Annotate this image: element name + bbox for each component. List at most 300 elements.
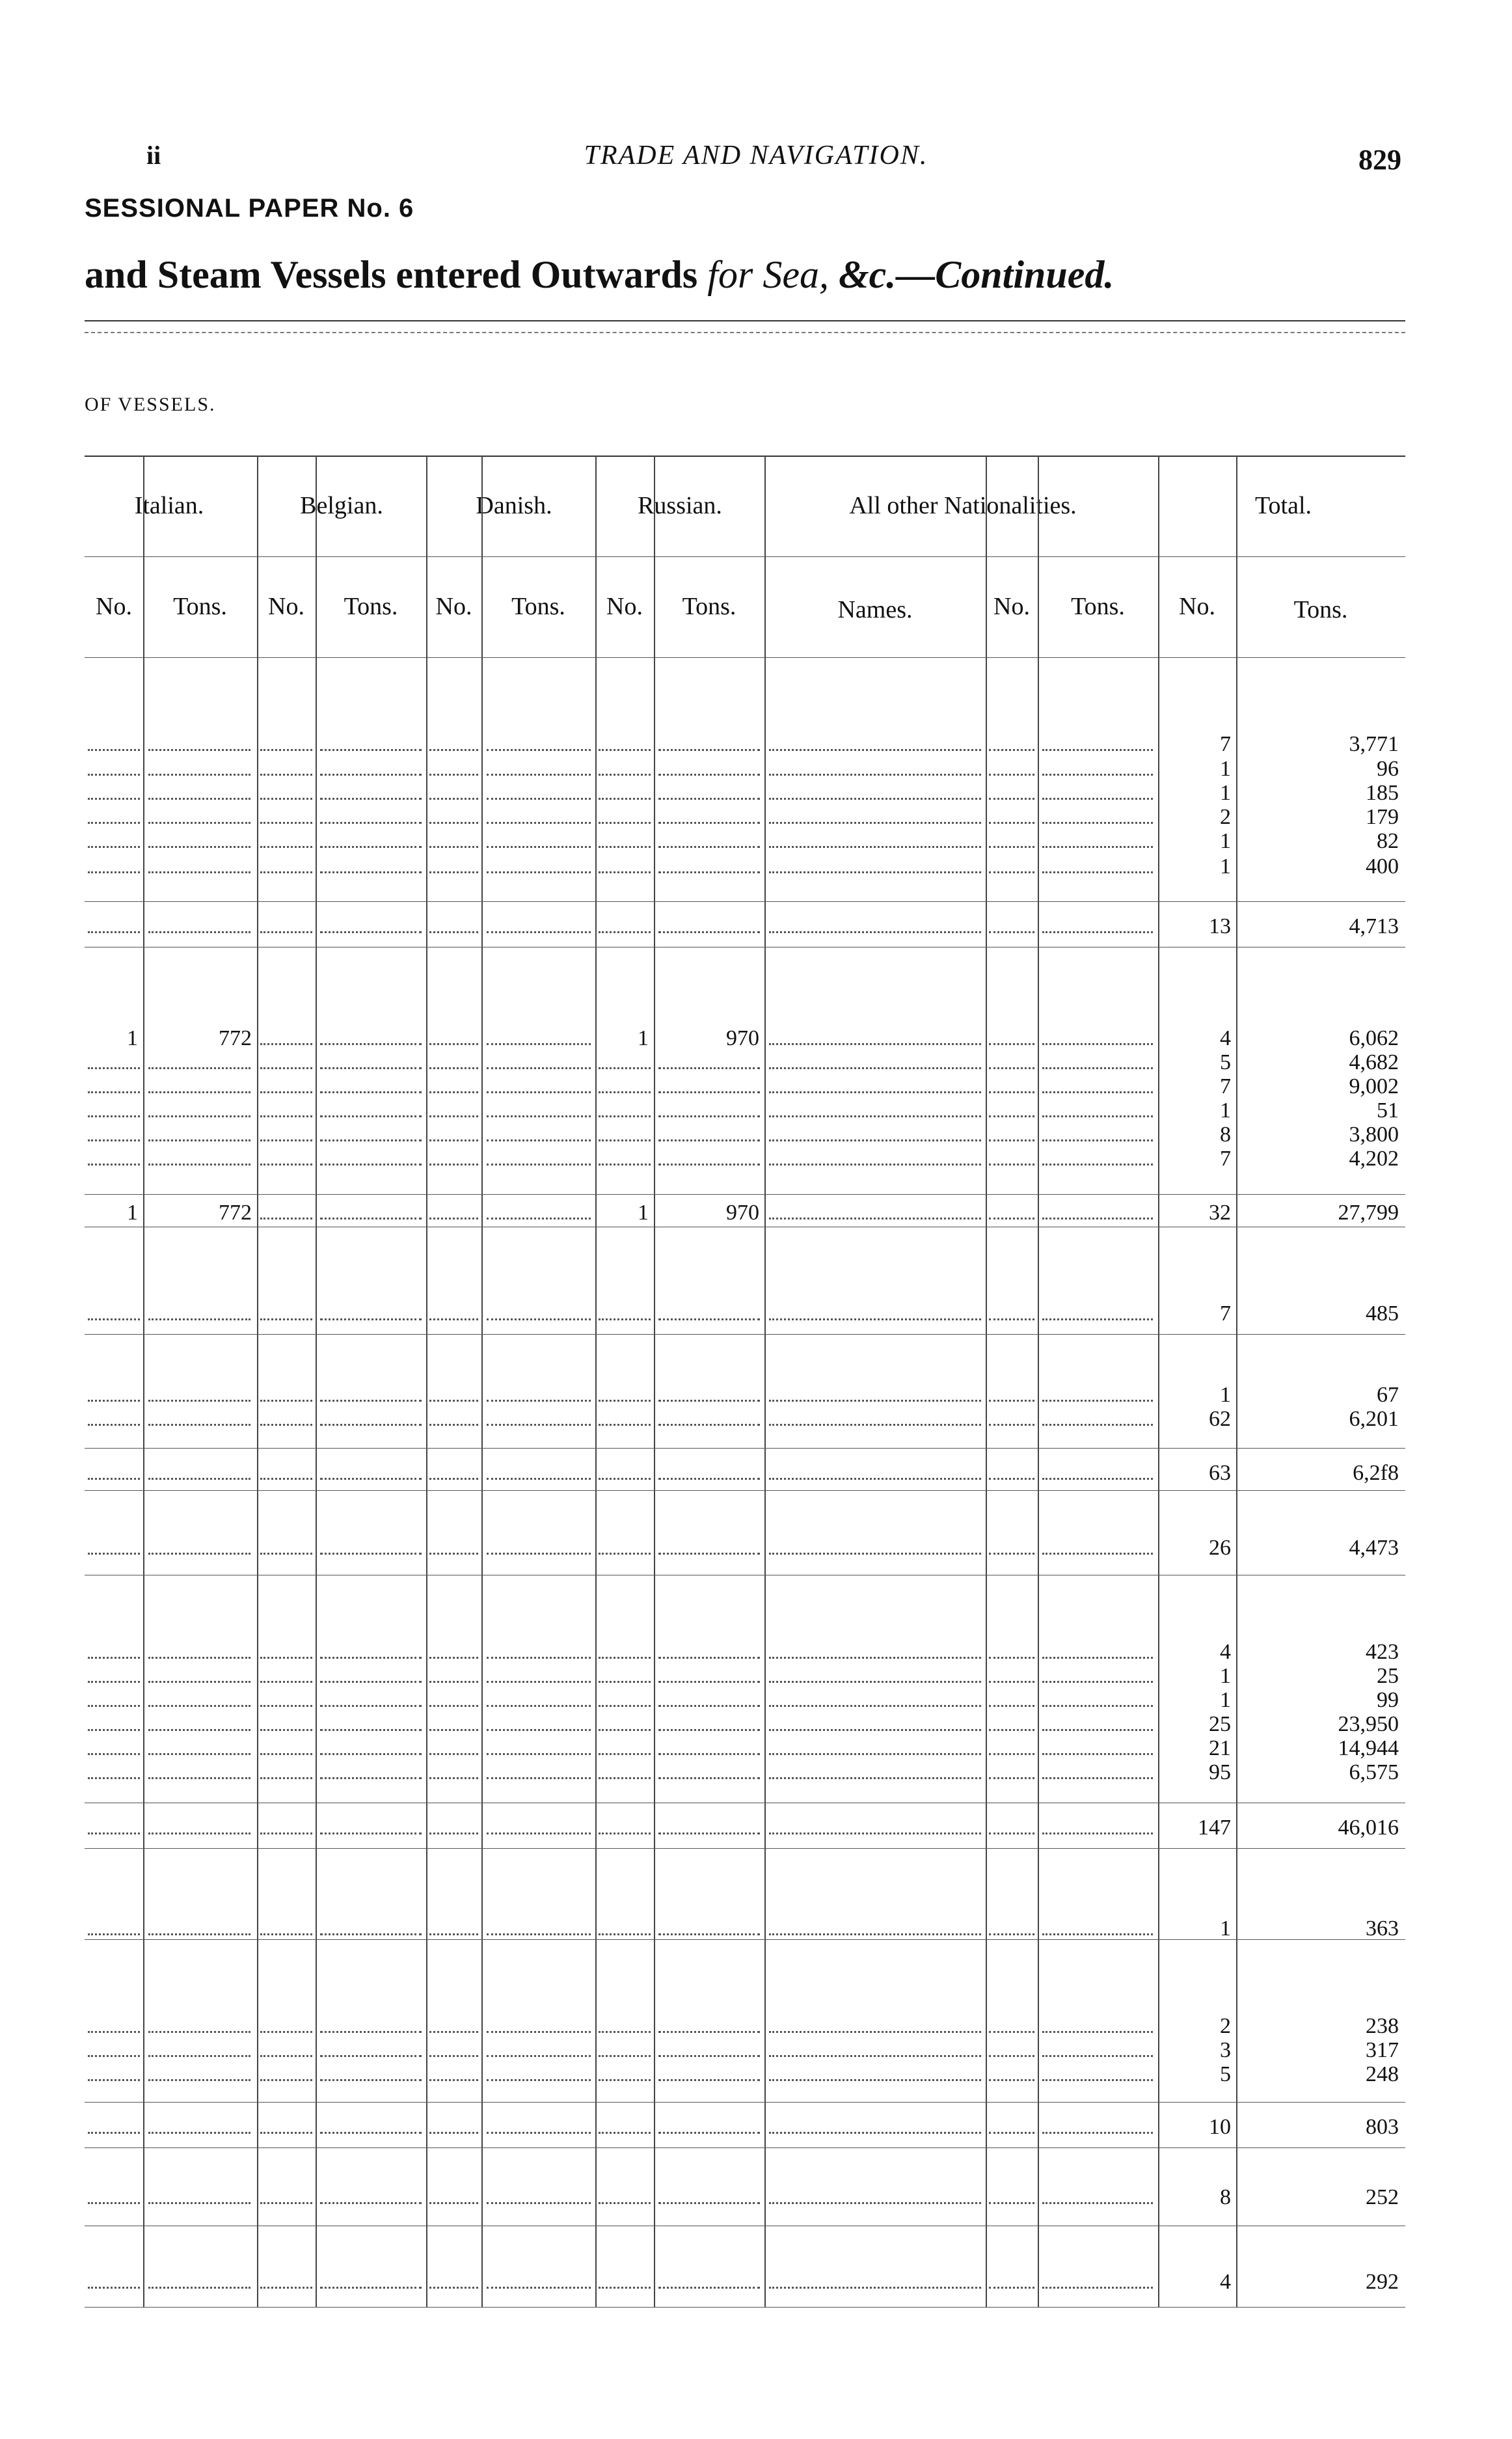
leader-dots bbox=[88, 1115, 140, 1117]
leader-dots bbox=[989, 846, 1034, 848]
total-no-cell: 13 bbox=[1209, 914, 1231, 938]
leader-dots bbox=[260, 1139, 312, 1141]
leader-dots bbox=[320, 798, 422, 800]
leader-dots bbox=[260, 1681, 312, 1683]
leader-dots bbox=[260, 1833, 312, 1834]
leader-dots bbox=[989, 1091, 1034, 1093]
leader-dots bbox=[989, 822, 1034, 824]
total-tons-cell: 46,016 bbox=[1338, 1816, 1399, 1840]
col-danish-no: No. bbox=[435, 593, 472, 620]
leader-dots bbox=[1042, 2287, 1153, 2289]
leader-dots bbox=[658, 1478, 760, 1480]
leader-dots bbox=[599, 846, 651, 848]
leader-dots bbox=[989, 2202, 1034, 2204]
column-divider bbox=[426, 456, 427, 2307]
leader-dots bbox=[989, 1753, 1034, 1755]
col-belgian-no: No. bbox=[268, 593, 304, 620]
leader-dots bbox=[260, 1043, 312, 1045]
leader-dots bbox=[429, 1553, 478, 1555]
leader-dots bbox=[599, 2287, 651, 2289]
leader-dots bbox=[658, 1424, 760, 1426]
col-belgian-tons: Tons. bbox=[344, 593, 398, 620]
leader-dots bbox=[429, 1139, 478, 1141]
leader-dots bbox=[769, 1115, 981, 1117]
total-no-cell: 7 bbox=[1220, 1301, 1231, 1326]
leader-dots bbox=[487, 1657, 591, 1659]
leader-dots bbox=[429, 1164, 478, 1165]
leader-dots bbox=[769, 2079, 981, 2081]
leader-dots bbox=[148, 1777, 250, 1779]
total-no-cell: 32 bbox=[1209, 1201, 1231, 1225]
leader-dots bbox=[1042, 846, 1153, 848]
leader-dots bbox=[429, 1833, 478, 1834]
leader-dots bbox=[260, 1318, 312, 1320]
leader-dots bbox=[429, 2055, 478, 2057]
total-no-cell: 1 bbox=[1220, 1688, 1231, 1712]
leader-dots bbox=[320, 774, 422, 776]
leader-dots bbox=[260, 1657, 312, 1659]
heading-main: and Steam Vessels entered Outwards bbox=[85, 253, 708, 296]
leader-dots bbox=[320, 2079, 422, 2081]
leader-dots bbox=[429, 2031, 478, 2033]
italian-no-cell: 1 bbox=[127, 1201, 138, 1225]
total-tons-cell: 9,002 bbox=[1349, 1074, 1399, 1098]
italian-tons-cell: 772 bbox=[219, 1026, 252, 1050]
leader-dots bbox=[487, 2132, 591, 2134]
leader-dots bbox=[599, 1753, 651, 1755]
leader-dots bbox=[320, 871, 422, 873]
leader-dots bbox=[148, 1753, 250, 1755]
total-no-cell: 8 bbox=[1220, 1123, 1231, 1147]
leader-dots bbox=[989, 1067, 1034, 1069]
leader-dots bbox=[320, 1424, 422, 1426]
table-top-rule bbox=[85, 456, 1405, 457]
total-tons-cell: 67 bbox=[1377, 1383, 1399, 1407]
total-no-cell: 1 bbox=[1220, 757, 1231, 781]
leader-dots bbox=[599, 1777, 651, 1779]
leader-dots bbox=[320, 1705, 422, 1707]
leader-dots bbox=[1042, 1164, 1153, 1165]
leader-dots bbox=[769, 1218, 981, 1220]
group-rule bbox=[85, 1490, 1405, 1491]
column-divider bbox=[316, 456, 317, 2307]
column-divider bbox=[1038, 456, 1039, 2307]
total-tons-cell: 27,799 bbox=[1338, 1201, 1399, 1225]
leader-dots bbox=[429, 2202, 478, 2204]
leader-dots bbox=[658, 1705, 760, 1707]
leader-dots bbox=[148, 871, 250, 873]
leader-dots bbox=[1042, 1681, 1153, 1683]
leader-dots bbox=[599, 2079, 651, 2081]
leader-dots bbox=[148, 1681, 250, 1683]
column-divider bbox=[257, 456, 258, 2307]
leader-dots bbox=[487, 1164, 591, 1165]
group-rule bbox=[85, 2102, 1405, 2103]
leader-dots bbox=[769, 1067, 981, 1069]
leader-dots bbox=[429, 1091, 478, 1093]
leader-dots bbox=[320, 1657, 422, 1659]
leader-dots bbox=[658, 1657, 760, 1659]
group-rule bbox=[85, 1194, 1405, 1195]
group-rule bbox=[85, 1848, 1405, 1849]
leader-dots bbox=[599, 1091, 651, 1093]
leader-dots bbox=[769, 1164, 981, 1165]
leader-dots bbox=[769, 2202, 981, 2204]
total-tons-cell: 238 bbox=[1366, 2014, 1399, 2038]
total-no-cell: 21 bbox=[1209, 1736, 1231, 1760]
leader-dots bbox=[88, 1833, 140, 1834]
col-russian-tons: Tons. bbox=[682, 593, 736, 620]
leader-dots bbox=[1042, 1729, 1153, 1731]
header-bottom-rule bbox=[85, 657, 1405, 658]
total-no-cell: 7 bbox=[1220, 1074, 1231, 1098]
leader-dots bbox=[1042, 1657, 1153, 1659]
leader-dots bbox=[1042, 1115, 1153, 1117]
leader-dots bbox=[88, 1091, 140, 1093]
leader-dots bbox=[148, 2287, 250, 2289]
leader-dots bbox=[429, 931, 478, 933]
leader-dots bbox=[1042, 1833, 1153, 1834]
leader-dots bbox=[658, 1067, 760, 1069]
leader-dots bbox=[658, 846, 760, 848]
total-no-cell: 63 bbox=[1209, 1461, 1231, 1485]
leader-dots bbox=[260, 798, 312, 800]
heading-rule-1 bbox=[85, 320, 1405, 321]
leader-dots bbox=[260, 1424, 312, 1426]
leader-dots bbox=[989, 1043, 1034, 1045]
col-group-danish: Danish. bbox=[476, 492, 552, 519]
leader-dots bbox=[88, 798, 140, 800]
leader-dots bbox=[599, 1164, 651, 1165]
leader-dots bbox=[429, 1318, 478, 1320]
leader-dots bbox=[148, 1729, 250, 1731]
leader-dots bbox=[260, 1705, 312, 1707]
leader-dots bbox=[658, 2055, 760, 2057]
leader-dots bbox=[320, 2031, 422, 2033]
leader-dots bbox=[658, 2202, 760, 2204]
leader-dots bbox=[599, 871, 651, 873]
total-tons-cell: 485 bbox=[1366, 1301, 1399, 1326]
heading-for: for bbox=[707, 253, 753, 296]
total-no-cell: 1 bbox=[1220, 1098, 1231, 1123]
leader-dots bbox=[429, 1478, 478, 1480]
leader-dots bbox=[320, 1478, 422, 1480]
leader-dots bbox=[148, 1139, 250, 1141]
leader-dots bbox=[260, 1091, 312, 1093]
russian-no-cell: 1 bbox=[638, 1201, 649, 1225]
leader-dots bbox=[148, 774, 250, 776]
leader-dots bbox=[320, 1753, 422, 1755]
total-tons-cell: 4,713 bbox=[1349, 914, 1399, 938]
leader-dots bbox=[148, 1164, 250, 1165]
leader-dots bbox=[429, 749, 478, 751]
leader-dots bbox=[487, 1729, 591, 1731]
total-no-cell: 95 bbox=[1209, 1760, 1231, 1784]
leader-dots bbox=[148, 1933, 250, 1935]
leader-dots bbox=[260, 1164, 312, 1165]
leader-dots bbox=[148, 1478, 250, 1480]
leader-dots bbox=[658, 1115, 760, 1117]
leader-dots bbox=[88, 1933, 140, 1935]
total-tons-cell: 423 bbox=[1366, 1640, 1399, 1664]
column-divider bbox=[143, 456, 144, 2307]
leader-dots bbox=[658, 774, 760, 776]
leader-dots bbox=[1042, 1553, 1153, 1555]
total-tons-cell: 14,944 bbox=[1338, 1736, 1399, 1760]
leader-dots bbox=[487, 1139, 591, 1141]
leader-dots bbox=[487, 2031, 591, 2033]
leader-dots bbox=[989, 1553, 1034, 1555]
col-danish-tons: Tons. bbox=[511, 593, 565, 620]
leader-dots bbox=[769, 1681, 981, 1683]
col-total-no: No. bbox=[1179, 593, 1215, 620]
col-italian-no: No. bbox=[96, 593, 132, 620]
total-tons-cell: 185 bbox=[1366, 781, 1399, 805]
leader-dots bbox=[487, 871, 591, 873]
leader-dots bbox=[429, 798, 478, 800]
group-rule bbox=[85, 1448, 1405, 1449]
total-no-cell: 5 bbox=[1220, 2062, 1231, 2086]
leader-dots bbox=[88, 774, 140, 776]
total-tons-cell: 23,950 bbox=[1338, 1712, 1399, 1736]
col-total-tons: Tons. bbox=[1293, 596, 1348, 623]
total-tons-cell: 25 bbox=[1377, 1664, 1399, 1688]
total-tons-cell: 99 bbox=[1377, 1688, 1399, 1712]
col-other-names: Names. bbox=[837, 596, 913, 623]
leader-dots bbox=[769, 2055, 981, 2057]
leader-dots bbox=[429, 822, 478, 824]
leader-dots bbox=[148, 846, 250, 848]
leader-dots bbox=[260, 1753, 312, 1755]
leader-dots bbox=[148, 1553, 250, 1555]
leader-dots bbox=[989, 749, 1034, 751]
leader-dots bbox=[320, 1681, 422, 1683]
leader-dots bbox=[88, 1777, 140, 1779]
leader-dots bbox=[989, 1729, 1034, 1731]
leader-dots bbox=[1042, 2031, 1153, 2033]
leader-dots bbox=[487, 2079, 591, 2081]
total-no-cell: 8 bbox=[1220, 2185, 1231, 2209]
leader-dots bbox=[1042, 931, 1153, 933]
leader-dots bbox=[599, 822, 651, 824]
leader-dots bbox=[148, 822, 250, 824]
total-tons-cell: 363 bbox=[1366, 1916, 1399, 1941]
leader-dots bbox=[148, 1400, 250, 1402]
leader-dots bbox=[989, 2287, 1034, 2289]
leader-dots bbox=[148, 931, 250, 933]
leader-dots bbox=[989, 2031, 1034, 2033]
italian-no-cell: 1 bbox=[127, 1026, 138, 1050]
total-tons-cell: 82 bbox=[1377, 829, 1399, 853]
leader-dots bbox=[1042, 2079, 1153, 2081]
leader-dots bbox=[599, 1318, 651, 1320]
sessional-paper-label: SESSIONAL PAPER No. 6 bbox=[85, 194, 414, 223]
total-no-cell: 7 bbox=[1220, 732, 1231, 756]
group-rule bbox=[85, 2147, 1405, 2148]
leader-dots bbox=[769, 1553, 981, 1555]
leader-dots bbox=[599, 1553, 651, 1555]
leader-dots bbox=[658, 798, 760, 800]
leader-dots bbox=[148, 2055, 250, 2057]
col-italian-tons: Tons. bbox=[173, 593, 227, 620]
leader-dots bbox=[320, 846, 422, 848]
leader-dots bbox=[260, 1067, 312, 1069]
leader-dots bbox=[769, 1729, 981, 1731]
leader-dots bbox=[989, 1139, 1034, 1141]
total-tons-cell: 6,062 bbox=[1349, 1026, 1399, 1050]
total-no-cell: 3 bbox=[1220, 2038, 1231, 2062]
leader-dots bbox=[320, 1043, 422, 1045]
total-tons-cell: 400 bbox=[1366, 854, 1399, 879]
leader-dots bbox=[487, 774, 591, 776]
leader-dots bbox=[769, 1043, 981, 1045]
leader-dots bbox=[320, 1115, 422, 1117]
leader-dots bbox=[429, 2132, 478, 2134]
leader-dots bbox=[320, 1729, 422, 1731]
leader-dots bbox=[487, 1478, 591, 1480]
leader-dots bbox=[88, 1318, 140, 1320]
leader-dots bbox=[658, 1729, 760, 1731]
total-no-cell: 10 bbox=[1209, 2115, 1231, 2139]
total-tons-cell: 96 bbox=[1377, 757, 1399, 781]
col-russian-no: No. bbox=[606, 593, 643, 620]
leader-dots bbox=[429, 2287, 478, 2289]
leader-dots bbox=[487, 798, 591, 800]
leader-dots bbox=[429, 1657, 478, 1659]
total-tons-cell: 179 bbox=[1366, 805, 1399, 829]
leader-dots bbox=[658, 1164, 760, 1165]
leader-dots bbox=[320, 1553, 422, 1555]
leader-dots bbox=[599, 1681, 651, 1683]
leader-dots bbox=[989, 1933, 1034, 1935]
total-no-cell: 2 bbox=[1220, 2014, 1231, 2038]
leader-dots bbox=[320, 822, 422, 824]
leader-dots bbox=[88, 2132, 140, 2134]
leader-dots bbox=[487, 1043, 591, 1045]
col-group-other: All other Nationalities. bbox=[849, 492, 1077, 519]
leader-dots bbox=[599, 2055, 651, 2057]
leader-dots bbox=[429, 1115, 478, 1117]
leader-dots bbox=[320, 1833, 422, 1834]
leader-dots bbox=[599, 2031, 651, 2033]
leader-dots bbox=[260, 1777, 312, 1779]
leader-dots bbox=[658, 749, 760, 751]
leader-dots bbox=[260, 2079, 312, 2081]
leader-dots bbox=[769, 774, 981, 776]
leader-dots bbox=[320, 2132, 422, 2134]
leader-dots bbox=[88, 1400, 140, 1402]
leader-dots bbox=[429, 1400, 478, 1402]
total-tons-cell: 4,202 bbox=[1349, 1147, 1399, 1171]
total-no-cell: 1 bbox=[1220, 1383, 1231, 1407]
leader-dots bbox=[260, 1115, 312, 1117]
leader-dots bbox=[487, 1218, 591, 1220]
total-tons-cell: 6,2f8 bbox=[1353, 1461, 1399, 1485]
total-no-cell: 5 bbox=[1220, 1050, 1231, 1074]
total-tons-cell: 317 bbox=[1366, 2038, 1399, 2062]
leader-dots bbox=[260, 2055, 312, 2057]
leader-dots bbox=[658, 1400, 760, 1402]
italian-tons-cell: 772 bbox=[219, 1201, 252, 1225]
leader-dots bbox=[658, 1933, 760, 1935]
leader-dots bbox=[769, 822, 981, 824]
leader-dots bbox=[769, 2287, 981, 2289]
leader-dots bbox=[148, 2031, 250, 2033]
leader-dots bbox=[658, 2132, 760, 2134]
leader-dots bbox=[599, 931, 651, 933]
leader-dots bbox=[148, 1424, 250, 1426]
total-tons-cell: 3,771 bbox=[1349, 732, 1399, 756]
leader-dots bbox=[989, 2079, 1034, 2081]
section-label: OF VESSELS. bbox=[85, 394, 216, 415]
leader-dots bbox=[487, 1067, 591, 1069]
leader-dots bbox=[1042, 1400, 1153, 1402]
total-no-cell: 4 bbox=[1220, 1026, 1231, 1050]
leader-dots bbox=[320, 1933, 422, 1935]
leader-dots bbox=[1042, 1478, 1153, 1480]
total-no-cell: 2 bbox=[1220, 805, 1231, 829]
leader-dots bbox=[1042, 1043, 1153, 1045]
leader-dots bbox=[429, 1681, 478, 1683]
leader-dots bbox=[658, 1139, 760, 1141]
leader-dots bbox=[148, 798, 250, 800]
leader-dots bbox=[429, 1729, 478, 1731]
leader-dots bbox=[487, 1115, 591, 1117]
leader-dots bbox=[429, 1777, 478, 1779]
table-heading bbox=[85, 252, 1114, 297]
leader-dots bbox=[599, 1115, 651, 1117]
leader-dots bbox=[429, 1753, 478, 1755]
leader-dots bbox=[769, 2031, 981, 2033]
leader-dots bbox=[1042, 1139, 1153, 1141]
leader-dots bbox=[599, 1705, 651, 1707]
leader-dots bbox=[769, 871, 981, 873]
leader-dots bbox=[487, 1318, 591, 1320]
leader-dots bbox=[320, 1067, 422, 1069]
leader-dots bbox=[88, 749, 140, 751]
leader-dots bbox=[1042, 798, 1153, 800]
leader-dots bbox=[260, 871, 312, 873]
leader-dots bbox=[769, 846, 981, 848]
leader-dots bbox=[487, 1833, 591, 1834]
total-tons-cell: 252 bbox=[1366, 2185, 1399, 2209]
leader-dots bbox=[989, 774, 1034, 776]
leader-dots bbox=[260, 774, 312, 776]
leader-dots bbox=[148, 2132, 250, 2134]
page-number: 829 bbox=[1358, 144, 1401, 176]
total-no-cell: 26 bbox=[1209, 1536, 1231, 1560]
leader-dots bbox=[260, 2287, 312, 2289]
heading-sea: Sea, bbox=[753, 253, 839, 296]
leader-dots bbox=[148, 1833, 250, 1834]
col-other-no: No. bbox=[993, 593, 1030, 620]
col-group-russian: Russian. bbox=[638, 492, 722, 519]
leader-dots bbox=[487, 846, 591, 848]
column-divider bbox=[595, 456, 597, 2307]
leader-dots bbox=[487, 749, 591, 751]
leader-dots bbox=[320, 2055, 422, 2057]
total-tons-cell: 292 bbox=[1366, 2270, 1399, 2294]
leader-dots bbox=[769, 2132, 981, 2134]
leader-dots bbox=[1042, 822, 1153, 824]
leader-dots bbox=[320, 1318, 422, 1320]
leader-dots bbox=[148, 749, 250, 751]
leader-dots bbox=[769, 1139, 981, 1141]
leader-dots bbox=[487, 1553, 591, 1555]
total-no-cell: 4 bbox=[1220, 2270, 1231, 2294]
leader-dots bbox=[429, 1043, 478, 1045]
leader-dots bbox=[320, 1164, 422, 1165]
